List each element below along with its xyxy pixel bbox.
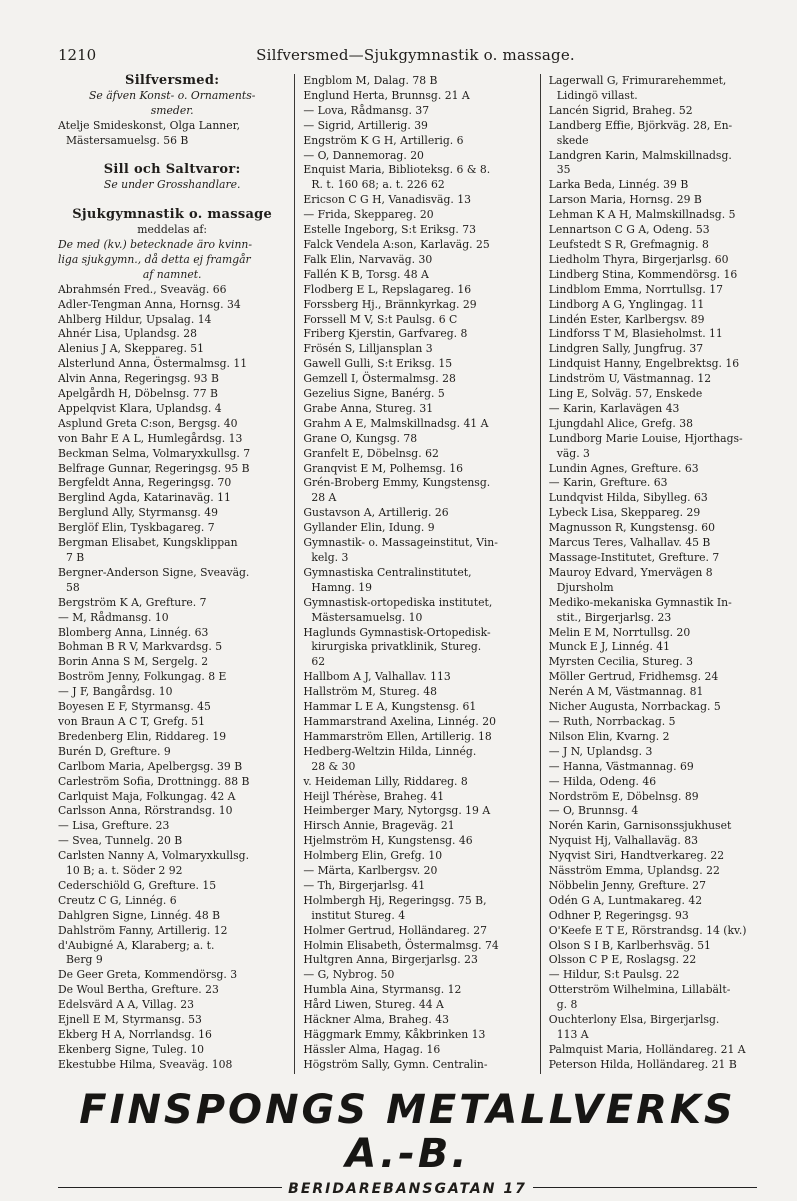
directory-entry: Gymnastiska Centralinstitutet,	[303, 565, 472, 579]
directory-entry: Nerén A M, Västmannag. 81	[548, 685, 704, 699]
directory-entry: Appelqvist Klara, Uplandsg. 4	[58, 401, 222, 415]
directory-entry: Nordström E, Döbelnsg. 89	[548, 789, 699, 803]
directory-entry: Estelle Ingeborg, S:t Eriksg. 73	[303, 223, 477, 237]
section-heading: Sill och Saltvaror:	[103, 162, 241, 178]
directory-entry	[58, 1073, 286, 1074]
directory-entry: Norén Karin, Garnisonssjukhuset	[548, 819, 732, 833]
directory-entry: 28 & 30	[311, 759, 356, 773]
directory-entry: — G, Nybrog. 50	[303, 968, 395, 982]
directory-entry: Humbla Aina, Styrmansg. 12	[303, 983, 462, 997]
directory-entry: De Geer Greta, Kommendörsg. 3	[58, 968, 238, 982]
directory-entry: Forssberg Hj., Brännkyrkag. 29	[303, 297, 477, 311]
directory-entry: Ericson C G H, Vanadisväg. 13	[303, 193, 471, 207]
directory-entry	[58, 149, 286, 164]
directory-entry: Gyllander Elin, Idung. 9	[303, 521, 435, 535]
directory-entry: Ljungdahl Alice, Grefg. 38	[548, 416, 693, 430]
directory-entry: von Bahr E A L, Humlegårdsg. 13	[58, 431, 243, 445]
directory-columns	[58, 74, 785, 1074]
advertisement-title: FINSPONGS METALLVERKS A.-B.	[79, 1087, 736, 1177]
directory-entry: kirurgiska privatklinik, Stureg.	[311, 640, 482, 654]
directory-entry: — M, Rådmansg. 10	[58, 610, 169, 624]
section-note: liga sjukgymn., då detta ej framgår	[58, 252, 251, 266]
directory-entry: Olsson C P E, Roslagsg. 22	[548, 953, 697, 967]
directory-entry: Leufstedt S R, Grefmagnig. 8	[548, 237, 709, 251]
directory-entry: Mästersamuelsg. 10	[311, 610, 423, 624]
directory-entry: Holmbergh Hj, Regeringsg. 75 B,	[303, 893, 487, 907]
directory-entry	[303, 1073, 531, 1074]
directory-entry: — Hanna, Västmannag. 69	[548, 759, 694, 773]
directory-entry: Odén G A, Luntmakareg. 42	[548, 893, 703, 907]
directory-entry: Hammarström Ellen, Artillerig. 18	[303, 729, 492, 743]
directory-entry: Beckman Selma, Volmaryxkullsg. 7	[58, 446, 251, 460]
directory-entry: Hammar L E A, Kungstensg. 61	[303, 700, 477, 714]
directory-entry: Nicher Augusta, Norrbackag. 5	[548, 700, 721, 714]
directory-entry: 62	[311, 655, 326, 669]
directory-entry: Grén-Broberg Emmy, Kungstensg.	[303, 476, 491, 490]
directory-entry: Ekestubbe Hilma, Sveaväg. 108	[58, 1057, 233, 1071]
directory-entry: Myrsten Cecilia, Stureg. 3	[548, 655, 693, 669]
directory-entry: Holmin Elisabeth, Östermalmsg. 74	[303, 938, 499, 952]
directory-entry: Möller Gertrud, Fridhemsg. 24	[548, 670, 719, 684]
directory-entry: Adler-Tengman Anna, Hornsg. 34	[58, 297, 241, 311]
directory-entry: Creutz C G, Linnég. 6	[58, 893, 177, 907]
directory-entry: — Sigrid, Artillerig. 39	[303, 118, 428, 132]
directory-entry: Alsterlund Anna, Östermalmsg. 11	[58, 357, 248, 371]
directory-entry: Belfrage Gunnar, Regeringsg. 95 B	[58, 461, 250, 475]
directory-entry: Berglöf Elin, Tyskbagareg. 7	[58, 521, 215, 535]
directory-entry: Nyqvist Siri, Handtverkareg. 22	[548, 849, 725, 863]
directory-entry: institut Stureg. 4	[311, 908, 406, 922]
directory-entry: Lindgren Sally, Jungfrug. 37	[548, 342, 704, 356]
directory-entry: Borin Anna S M, Sergelg. 2	[58, 655, 209, 669]
directory-entry: Carlquist Maja, Folkungag. 42 A	[58, 789, 236, 803]
directory-entry: Edelsvärd A A, Villag. 23	[58, 998, 195, 1012]
directory-entry: — O, Dannemorag. 20	[303, 148, 424, 162]
directory-entry: Gezelius Signe, Banérg. 5	[303, 387, 445, 401]
directory-entry: Lybeck Lisa, Skeppareg. 29	[548, 506, 701, 520]
advertisement-address: BERIDAREBANSGATAN 17	[282, 1181, 533, 1197]
column-left	[58, 74, 294, 1074]
directory-entry: Hirsch Annie, Brageväg. 21	[303, 819, 455, 833]
directory-entry: Alenius J A, Skeppareg. 51	[58, 342, 205, 356]
directory-entry: Lundborg Marie Louise, Hjorthags-	[548, 431, 743, 445]
directory-entry: Granqvist E M, Polhemsg. 16	[303, 461, 463, 475]
directory-entry: Ejnell E M, Styrmansg. 53	[58, 1013, 202, 1027]
directory-entry: Bergfeldt Anna, Regeringsg. 70	[58, 476, 232, 490]
directory-entry: Blomberg Anna, Linnég. 63	[58, 625, 209, 639]
directory-entry: — Karin, Grefture. 63	[548, 476, 668, 490]
directory-entry: 35	[556, 163, 571, 177]
directory-entry: Mästersamuelsg. 56 B	[66, 133, 189, 147]
directory-entry: Högström Sally, Gymn. Centralin-	[303, 1057, 488, 1071]
directory-entry: Lidingö villast.	[556, 88, 638, 102]
section-heading: Sjukgymnastik o. massage	[72, 207, 273, 223]
directory-entry: Carlsten Nanny A, Volmaryxkullsg.	[58, 849, 250, 863]
directory-entry: Fallén K B, Torsg. 48 A	[303, 267, 429, 281]
directory-entry: Englund Herta, Brunnsg. 21 A	[303, 88, 470, 102]
directory-entry: Ekenberg Signe, Tuleg. 10	[58, 1042, 205, 1056]
directory-entry: stit., Birgerjarlsg. 23	[556, 610, 672, 624]
directory-entry: R. t. 160 68; a. t. 226 62	[311, 178, 445, 192]
directory-entry: Hamng. 19	[311, 580, 372, 594]
directory-entry: Olson S I B, Karlberhsväg. 51	[548, 938, 711, 952]
directory-entry: Forssell M V, S:t Paulsg. 6 C	[303, 312, 458, 326]
directory-entry: Hässler Alma, Hagag. 16	[303, 1042, 441, 1056]
directory-entry: Otterström Wilhelmina, Lillabält-	[548, 983, 731, 997]
directory-entry: Haglunds Gymnastisk-Ortopedisk-	[303, 625, 491, 639]
directory-entry: 7 B	[66, 551, 85, 564]
directory-entry: 28 A	[311, 491, 337, 505]
directory-entry: Boström Jenny, Folkungag. 8 E	[58, 670, 227, 684]
directory-entry: — Frida, Skeppareg. 20	[303, 208, 434, 222]
directory-entry: Palmquist Maria, Holländareg. 21 A	[548, 1042, 746, 1056]
directory-entry: Lagerwall G, Frimurarehemmet,	[548, 74, 727, 87]
directory-entry: Grabe Anna, Stureg. 31	[303, 401, 434, 415]
directory-entry: Djursholm	[556, 580, 614, 594]
directory-entry: Mauroy Edvard, Ymervägen 8	[548, 565, 713, 579]
directory-entry: von Braun A C T, Grefg. 51	[58, 714, 205, 728]
directory-entry: Berglind Agda, Katarinaväg. 11	[58, 491, 231, 505]
directory-entry: Hedberg-Weltzin Hilda, Linnég.	[303, 744, 477, 758]
section-note: af namnet.	[142, 267, 202, 281]
directory-entry: Bergström K A, Grefture. 7	[58, 595, 207, 609]
directory-entry: Hjelmström H, Kungstensg. 46	[303, 834, 473, 848]
directory-entry: Magnusson R, Kungstensg. 60	[548, 521, 715, 535]
directory-entry: Ling E, Solväg. 57, Enskede	[548, 387, 703, 401]
directory-entry: Holmer Gertrud, Holländareg. 27	[303, 923, 487, 937]
directory-entry: Nöbbelin Jenny, Grefture. 27	[548, 878, 706, 892]
directory-entry: Ouchterlony Elsa, Birgerjarlsg.	[548, 1013, 720, 1027]
directory-entry: Frösén S, Lilljansplan 3	[303, 342, 433, 356]
directory-entry: — J N, Uplandsg. 3	[548, 744, 653, 758]
directory-entry: Carlbom Maria, Apelbergsg. 39 B	[58, 759, 243, 773]
advertisement-address-line	[58, 1178, 757, 1196]
directory-entry: Apelgårdh H, Döbelnsg. 77 B	[58, 387, 218, 401]
directory-entry: Mediko-mekaniska Gymnastik In-	[548, 595, 732, 609]
directory-entry: skede	[556, 133, 589, 147]
directory-entry: v. Heideman Lilly, Riddareg. 8	[303, 774, 468, 788]
directory-entry: De Woul Bertha, Grefture. 23	[58, 983, 219, 997]
directory-entry: Hallström M, Stureg. 48	[303, 685, 438, 699]
directory-entry: Gustavson A, Artillerig. 26	[303, 506, 449, 520]
directory-entry: Bredenberg Elin, Riddareg. 19	[58, 729, 227, 743]
directory-entry: Grane O, Kungsg. 78	[303, 431, 418, 445]
directory-entry: Lundin Agnes, Grefture. 63	[548, 461, 699, 475]
directory-entry: Lancén Sigrid, Braheg. 52	[548, 103, 693, 117]
directory-entry: Heijl Thérèse, Braheg. 41	[303, 789, 445, 803]
directory-entry: Peterson Hilda, Holländareg. 21 B	[548, 1057, 737, 1071]
directory-entry: Grahm A E, Malmskillnadsg. 41 A	[303, 416, 489, 430]
directory-entry: Bergman Elisabet, Kungsklippan	[58, 536, 238, 550]
directory-entry: Engström K G H, Artillerig. 6	[303, 133, 464, 147]
page-title: Silfversmed—Sjukgymnastik o. massage.	[256, 46, 575, 64]
directory-entry: Hammarstrand Axelina, Linnég. 20	[303, 714, 496, 728]
directory-entry: — Lisa, Grefture. 23	[58, 819, 170, 833]
directory-entry: 10 B; a. t. Söder 2 92	[66, 864, 183, 878]
directory-entry: Lindblom Emma, Norrtullsg. 17	[548, 282, 723, 296]
directory-entry: Granfelt E, Döbelnsg. 62	[303, 446, 439, 460]
directory-entry: Cederschiöld G, Grefture. 15	[58, 878, 217, 892]
directory-entry: — Karin, Karlavägen 43	[548, 401, 680, 415]
directory-entry: Gymnastik- o. Massageinstitut, Vin-	[303, 536, 498, 550]
directory-entry: Lennartson C G A, Odeng. 53	[548, 223, 710, 237]
directory-entry: Dahlgren Signe, Linnég. 48 B	[58, 908, 221, 922]
directory-entry: Friberg Kjerstin, Garfvareg. 8	[303, 327, 468, 341]
section-note: meddelas af:	[137, 223, 208, 237]
directory-entry: — Hilda, Odeng. 46	[548, 774, 657, 788]
directory-entry: 113 A	[556, 1028, 589, 1041]
directory-entry: Ekberg H A, Norrlandsg. 16	[58, 1028, 212, 1041]
directory-entry: Engblom M, Dalag. 78 B	[303, 74, 438, 87]
directory-entry: d'Aubigné A, Klaraberg; a. t.	[58, 938, 215, 952]
directory-entry: — Svea, Tunnelg. 20 B	[58, 834, 183, 848]
directory-entry: Landberg Effie, Björkväg. 28, En-	[548, 118, 733, 132]
directory-entry: Burén D, Grefture. 9	[58, 744, 171, 758]
directory-entry: Alvin Anna, Regeringsg. 93 B	[58, 372, 219, 386]
directory-entry: Nyquist Hj, Valhallaväg. 83	[548, 834, 699, 848]
section-note: De med (kv.) betecknade äro kvinn-	[58, 237, 253, 251]
directory-entry: Melin E M, Norrtullsg. 20	[548, 625, 691, 639]
directory-entry: Falck Vendela A:son, Karlaväg. 25	[303, 237, 490, 251]
advertisement	[58, 1087, 757, 1197]
directory-entry: Landgren Karin, Malmskillnadsg.	[548, 148, 732, 162]
directory-entry: Abrahmsén Fred., Sveaväg. 66	[58, 282, 227, 296]
directory-entry: Gymnastisk-ortopediska institutet,	[303, 595, 493, 609]
directory-entry: Larka Beda, Linnég. 39 B	[548, 178, 689, 192]
directory-entry: — Hildur, S:t Paulsg. 22	[548, 968, 680, 982]
directory-entry: Marcus Teres, Valhallav. 45 B	[548, 536, 711, 550]
directory-entry: Falk Elin, Narvaväg. 30	[303, 252, 433, 266]
directory-entry: Lundqvist Hilda, Sibylleg. 63	[548, 491, 708, 505]
directory-entry: Berg 9	[66, 953, 103, 967]
directory-entry: Bohman B R V, Markvardsg. 5	[58, 640, 223, 654]
column-middle	[294, 74, 539, 1074]
directory-entry: Bergner-Anderson Signe, Sveaväg.	[58, 565, 250, 579]
directory-entry: g. 8	[556, 998, 578, 1012]
directory-entry: — J F, Bangårdsg. 10	[58, 685, 173, 699]
directory-entry: Flodberg E L, Repslagareg. 16	[303, 282, 472, 296]
directory-entry: Näsström Emma, Uplandsg. 22	[548, 864, 720, 878]
directory-entry: — Ruth, Norrbackag. 5	[548, 714, 676, 728]
directory-entry: Boyesen E F, Styrmansg. 45	[58, 700, 211, 714]
directory-entry: Hård Liwen, Stureg. 44 A	[303, 998, 444, 1012]
directory-entry: Carlsson Anna, Rörstrandsg. 10	[58, 804, 233, 818]
column-right	[540, 74, 785, 1074]
directory-entry: Dahlström Fanny, Artillerig. 12	[58, 923, 228, 937]
section-note: Se under Grosshandlare.	[103, 178, 241, 192]
directory-entry: — O, Brunnsg. 4	[548, 804, 639, 818]
directory-entry: Hultgren Anna, Birgerjarlsg. 23	[303, 953, 478, 967]
directory-entry: — Märta, Karlbergsv. 20	[303, 864, 438, 878]
section-heading: Silfversmed:	[125, 74, 220, 88]
directory-entry: Lehman K A H, Malmskillnadsg. 5	[548, 208, 736, 222]
directory-entry: Carleström Sofia, Drottningg. 88 B	[58, 774, 250, 788]
directory-entry: Nilson Elin, Kvarng. 2	[548, 729, 670, 743]
directory-entry: väg. 3	[556, 446, 590, 460]
directory-entry: Berglund Ally, Styrmansg. 49	[58, 506, 219, 520]
directory-entry: Ahnér Lisa, Uplandsg. 28	[58, 327, 197, 341]
directory-entry: Holmberg Elin, Grefg. 10	[303, 849, 443, 863]
directory-entry: Gemzell I, Östermalmsg. 28	[303, 372, 456, 386]
directory-entry: kelg. 3	[311, 551, 349, 564]
directory-entry: Munck E J, Linnég. 41	[548, 640, 671, 654]
page-header	[58, 46, 773, 72]
directory-entry: Lindberg Stina, Kommendörsg. 16	[548, 267, 738, 281]
page-number: 1210	[58, 46, 97, 64]
directory-entry: O'Keefe E T E, Rörstrandsg. 14 (kv.)	[548, 923, 747, 937]
section-note: Se äfven Konst- o. Ornaments-	[88, 88, 256, 102]
directory-entry: Asplund Greta C:son, Bergsg. 40	[58, 416, 238, 430]
directory-entry: Massage-Institutet, Grefture. 7	[548, 551, 720, 564]
directory-entry: — Lova, Rådmansg. 37	[303, 103, 430, 117]
section-note: smeder.	[150, 103, 194, 117]
directory-entry: Lindén Ester, Karlbergsv. 89	[548, 312, 705, 326]
directory-entry: Lindquist Hanny, Engelbrektsg. 16	[548, 357, 740, 371]
directory-entry: Heimberger Mary, Nytorgsg. 19 A	[303, 804, 491, 818]
directory-entry: Häckner Alma, Braheg. 43	[303, 1013, 449, 1027]
directory-entry	[549, 1073, 785, 1074]
directory-entry: Lindforss T M, Blasieholmst. 11	[548, 327, 723, 341]
directory-entry: Häggmark Emmy, Kåkbrinken 13	[303, 1028, 486, 1041]
directory-entry: Atelje Smideskonst, Olga Lanner,	[58, 118, 241, 132]
directory-entry: Enquist Maria, Biblioteksg. 6 & 8.	[303, 163, 491, 177]
directory-entry: Larson Maria, Hornsg. 29 B	[548, 193, 702, 207]
directory-entry: 58	[66, 580, 80, 594]
directory-entry: Odhner P, Regeringsg. 93	[548, 908, 689, 922]
directory-entry	[58, 193, 286, 208]
directory-entry: Lindström U, Västmannag. 12	[548, 372, 712, 386]
directory-entry: — Th, Birgerjarlsg. 41	[303, 878, 426, 892]
directory-entry: Hallbom A J, Valhallav. 113	[303, 670, 451, 684]
directory-entry: Lindborg A G, Ynglingag. 11	[548, 297, 705, 311]
directory-entry: Gawell Gulli, S:t Eriksg. 15	[303, 357, 453, 371]
directory-entry: Liedholm Thyra, Birgerjarlsg. 60	[548, 252, 729, 266]
directory-entry: Ahlberg Hildur, Upsalag. 14	[58, 312, 212, 326]
